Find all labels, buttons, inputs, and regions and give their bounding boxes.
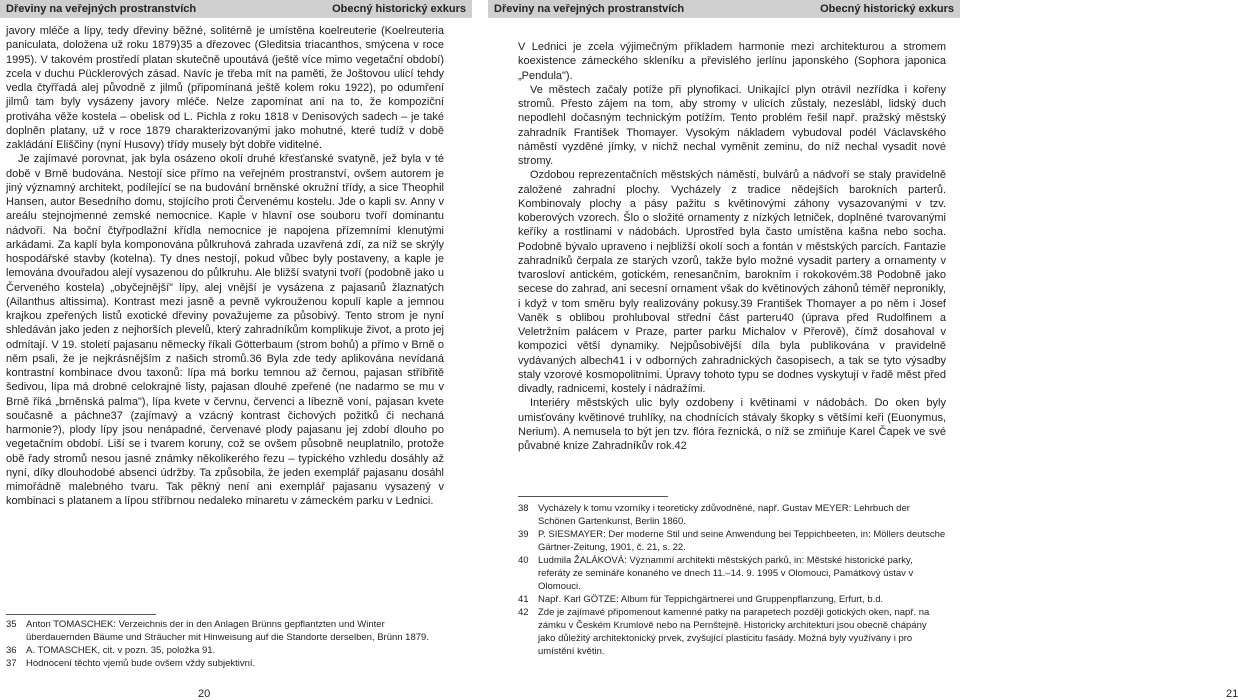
- paragraph: javory mléče a lípy, tedy dřeviny běžné, solitérně je umístěna koelreuterie (Koelreuteria paniculata, doložena už roku 1879)35 a dřezovec (Gleditsia triacanthos, smýcena v roce 1995). V takovém prostředí platan skutečně upoutává (ještě více mimo vegetační období) zcela v duchu Pücklerových zásad. Navíc je třeba mít na paměti, že Joštovou ulicí tehdy vedla čtyřřadá alej původně z jilmů (připomínaná ještě kolem roku 1922), po odumření jilmů tam byly vysázeny javory mléče. Nelze zapomínat ani na to, že kompoziční protiváha věže kostela – obelisk od L. Pichla z roku 1818 v Denisových sadech – je také doplněn platany, už v roce 1879 charakterizovanými jako mohutné, které tudíž v době zakládání Eliščiny (nyní Husovy) třídy musely být dobře viditelné.: [6, 25, 444, 151]
- header-chapter-title: Obecný historický exkurs: [820, 3, 954, 15]
- left-page: [0, 0, 480, 700]
- header-book-title: Dřeviny na veřejných prostranstvích: [6, 3, 197, 15]
- running-header: [488, 0, 960, 18]
- footnote: [518, 528, 946, 554]
- footnote-text: A. TOMASCHEK, cit. v pozn. 35, položka 91.: [26, 645, 216, 656]
- right-page: [480, 0, 1238, 700]
- footnote-number: 40: [518, 555, 529, 566]
- body-text: [6, 24, 444, 509]
- footnote-text: Anton TOMASCHEK: Verzeichnis der in den Anlagen Brünns gepflantzten und Winter überdauernden Bäume und Sträucher mit Hinweisung auf die Standorte derselben, Brünn 1879.: [26, 619, 429, 643]
- footnote-number: 41: [518, 594, 529, 605]
- header-book-title: Dřeviny na veřejných prostranstvích: [494, 3, 685, 15]
- footnote-text: Hodnocení těchto vjemů bude ovšem vždy subjektivní.: [26, 658, 256, 669]
- footnote-separator: [518, 496, 668, 497]
- footnotes: [6, 618, 444, 670]
- footnote-text: Zde je zajímavé připomenout kamenné patky na parapetech později gotických oken, např. na zámku v Českém Krumlově nebo na Pernštejně. Historicky architekturi jsou obecně chápány jako důležitý architektonický prvek, zvyšující plasticitu fasády. Možná byly využívány i pro umístění květin.: [538, 607, 930, 657]
- footnote: [6, 657, 444, 670]
- footnote-number: 35: [6, 619, 17, 630]
- footnote-number: 42: [518, 607, 529, 618]
- paragraph: V Lednici je zcela výjimečným příkladem harmonie mezi architekturou a stromem koexistence zámeckého skleníku a převislého jerlínu japonského (Sophora japonica „Pendula").: [518, 41, 946, 82]
- paragraph: Ve městech začaly potíže při plynofikaci. Unikající plyn otrávil nezřídka i kořeny stromů. Přesto zájem na tom, aby stromy v ulicích zůstaly, nezeslábl, lidský duch nepodlehl dočasným technickým potížím. Tento problém řešil např. pražský městský zahradník František Thomayer. Vysokým nákladem vybudoval podél Václavského náměstí vyzděné jímky, v nichž nechal vyměnit zeminu, do níž nechal vysadit nové stromy.: [518, 83, 946, 167]
- footnote-text: Ludmila ŽALÁKOVÁ: Význammí architekti městských parků, in: Městské historické parky, referáty ze semináře konaného ve dnech 11.–14. 9. 1995 v Olomouci, Památkový ústav v Olomouci.: [538, 555, 914, 592]
- footnote-text: Vycházely k tomu vzorníky i teoreticky zdůvodněné, např. Gustav MEYER: Lehrbuch der Schönen Gartenkunst, Berlin 1860.: [538, 503, 910, 527]
- paragraph: Interiéry městských ulic byly ozdobeny i květinami v nádobách. Do oken byly umisťovány květinové truhlíky, na chodnících stávaly škopky s většími keři (Euonymus, Nerium). A nemusela to být jen tzv. flóra řeznická, o níž se zmiňuje Karel Čapek ve své půvabné knize Zahradníkův rok.42: [518, 397, 946, 452]
- footnote-number: 38: [518, 503, 529, 514]
- footnote: [518, 554, 946, 593]
- footnote-text: P. SIESMAYER: Der moderne Stil und seine Anwendung bei Teppichbeeten, in: Möllers deutsche Gärtner-Zeitung, 1901, č. 21, s. 22.: [538, 529, 946, 553]
- footnotes: [518, 502, 946, 658]
- footnote: [518, 593, 946, 606]
- paragraph: Ozdobou reprezentačních městských náměstí, bulvárů a nádvoří se staly pravidelně založené zahradní plochy. Vycházely z tradice nědejších barokních parterů. Kombinovaly plochy a pásy pažitu s květinovými záhony vysazovanými v tzv. koberových vzorech. Šlo o složité ornamenty z nízkých letniček, doplněné tvarovanými keříky a rostlinami v nádobách. Uprostřed byla často umístěna kašna nebo socha. Podobně bývalo upraveno i nejbližší okolí soch a fontán v městských parcích. Fantazie zahradníků čerpala ze starých vzorů, takže bylo možné vysadit partery a ornamenty v tvarosloví antickém, gotickém, renesančním, barokním i rokokovém.38 Podobně jako secese do zahrad, ani secesní ornament však do květinových záhonů téměř nepronikly, i když v tom směru byly realizovány pokusy.39 František Thomayer a po něm i Josef Vaněk s oblibou prohluboval střední část parteru40 (úprava před Rudolfinem a Veletržním palácem v Praze, parter parku Michalov v Přerově), čímž dosahoval v kompozici větší dynamiky. Nejpůsobivější díla byla publikována v pravidelně vydávaných albech41 i v odborných zahradnických časopisech, a tak se tyto výsadby staly vzorové kosmopolitními. Úpravy tohoto typu se dodnes vyskytují v řadě měst před divadly, radnicemi, kostely i nádražími.: [518, 169, 946, 395]
- footnote-number: 39: [518, 529, 529, 540]
- footnote: [518, 502, 946, 528]
- page-number: 20: [198, 688, 211, 700]
- footnote: [6, 618, 444, 644]
- footnote-number: 36: [6, 645, 17, 656]
- running-header: [0, 0, 472, 18]
- footnote-text: Např. Karl GÖTZE: Album für Teppichgärtnerei und Gruppenpflanzung, Erfurt, b.d.: [538, 594, 884, 605]
- page-number: 21: [1226, 688, 1238, 700]
- footnote: [6, 644, 444, 657]
- paragraph: Je zajímavé porovnat, jak byla osázeno okolí druhé křesťanské svatyně, jež byla v té době v Brně budována. Nestojí sice přímo na veřejném prostranství, ovšem autorem je jiný významný architekt, podílející se na budování brněnské okružní třídy, a sice Theophil Hansen, autor Besedního domu, stojícího proti Červenému kostelu. Jde o kapli sv. Anny v areálu stejnojmenné zemské nemocnice. Kaple v hlavní ose souboru tvoří dominantu nádvoří. Na boční čtyřpodlažní křídla nemocnice je napojena přízemními klenutými arkádami. Za kaplí byla komponována půlkruhová zahrada uzavřená zdí, za níž se skrýly hospodářské stavby (kotelna). Ty dnes nestojí, pokud vůbec byly postaveny, a kaple je lemována dvouřadou alejí vysazenou do půlkruhu. Ale bližší svatyni tvoří (podobně jako u Červeného kostela) „obyčejnější" lípy, alej vnější je vysázena z pajasanů žlaznatých (Ailanthus altissima). Kontrast mezi jasně a pevně vykrouženou kopulí kaple a jemnou krajkou zpeřených listů exotické dřeviny považujeme za působivý. Tento strom je nyní shledáván jako jeden z nejhorších plevelů, který zahradníkům komplikuje život, a proto jej odmítají. V 19. století pajasanu německy říkali Götterbaum (strom bohů) a přímo v Brně o něm psali, že je nejkrásnějším z našich stromů.36 Byla zde tedy aplikována nevídaná kontrastní kombinace dvou taxonů: lípa má borku temnou až černou, pajasan stříbřitě šedivou, lípa má drobné celokrajné listy, pajasan dlouhé zpeřené (ne nadarmo se mu v Brně říká „brněnská palma"), lípa kvete v červnu, červenci a líbezně voní, pajasan kvete současně a páchne37 (zajímavý a vzácný kontrast čichových požitků či nechaná harmonie?), plody lípy jsou nenápadné, červenavé plody pajasanu jej zdobí dlouho po vegetačním období. Liší se i tvarem koruny, což se ovšem působně neuplatnilo, protože obě řady stromů nesou jasné známky několikerého řezu – typického vzhledu dosáhly až nyní, díky dlouhodobé absenci údržby. Ta způsobila, že jeden exemplář pajasanu dosáhl mimořádně malebného tvaru. Tak pěkný není ani exemplář pajasanu vysazený v kombinaci s platanem a lípou stříbrnou nedaleko minaretu v zámeckém parku v Lednici.: [6, 153, 444, 508]
- footnote-separator: [6, 614, 156, 615]
- footnote: [518, 606, 946, 658]
- body-text: [518, 40, 946, 453]
- header-chapter-title: Obecný historický exkurs: [332, 3, 466, 15]
- footnote-number: 37: [6, 658, 17, 669]
